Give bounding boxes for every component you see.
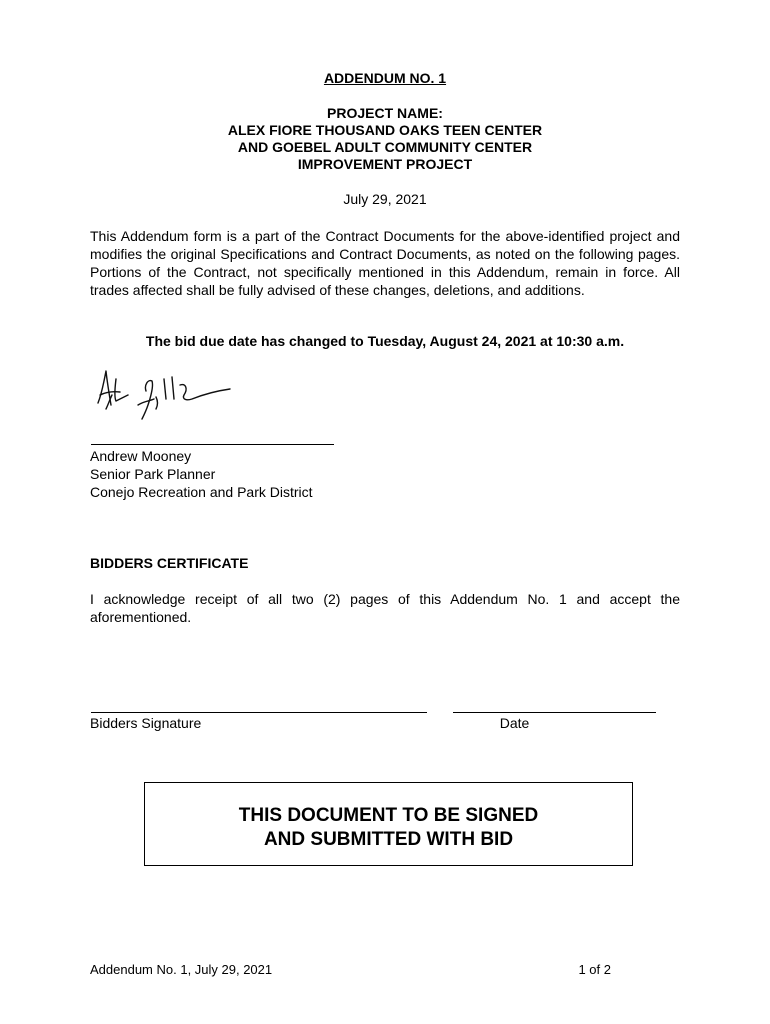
bidder-signature-label: Bidders Signature bbox=[90, 715, 202, 731]
footer-page-number: 1 of 2 bbox=[578, 962, 611, 977]
addendum-date: July 29, 2021 bbox=[343, 191, 427, 207]
submission-notice-box bbox=[144, 782, 633, 866]
notice-line-2: AND SUBMITTED WITH BID bbox=[263, 829, 514, 850]
addendum-title: ADDENDUM NO. 1 bbox=[323, 70, 447, 86]
certificate-text: I acknowledge receipt of all two (2) pages of this Addendum No. 1 and accept the aforementioned. bbox=[90, 591, 680, 625]
signer-title: Senior Park Planner bbox=[90, 466, 216, 482]
bidder-signature-line[interactable] bbox=[91, 712, 427, 713]
project-name-line-2: AND GOEBEL ADULT COMMUNITY CENTER bbox=[237, 139, 533, 155]
project-name-line-3: IMPROVEMENT PROJECT bbox=[297, 156, 473, 172]
certificate-heading: BIDDERS CERTIFICATE bbox=[90, 555, 249, 571]
handwritten-signature bbox=[92, 365, 242, 430]
date-label: Date bbox=[499, 715, 530, 731]
project-name-line-1: ALEX FIORE THOUSAND OAKS TEEN CENTER bbox=[227, 122, 543, 138]
notice-line-1: THIS DOCUMENT TO BE SIGNED bbox=[238, 805, 539, 826]
intro-paragraph: This Addendum form is a part of the Contract Documents for the above-identified project and modifies the original Specifications and Contract Documents, as noted on the following pages. Portions of the Contract, not specifically mentioned in this Addendum, remain in force. All trades affected shall be fully advised of these changes, deletions, and additions. bbox=[90, 228, 680, 298]
footer-document-label: Addendum No. 1, July 29, 2021 bbox=[90, 962, 273, 977]
project-name-label: PROJECT NAME: bbox=[327, 105, 443, 121]
signature-line bbox=[91, 444, 334, 445]
signer-name: Andrew Mooney bbox=[90, 448, 192, 464]
signer-organization: Conejo Recreation and Park District bbox=[90, 484, 313, 500]
bid-due-notice: The bid due date has changed to Tuesday, August 24, 2021 at 10:30 a.m. bbox=[145, 333, 625, 349]
date-line[interactable] bbox=[453, 712, 656, 713]
